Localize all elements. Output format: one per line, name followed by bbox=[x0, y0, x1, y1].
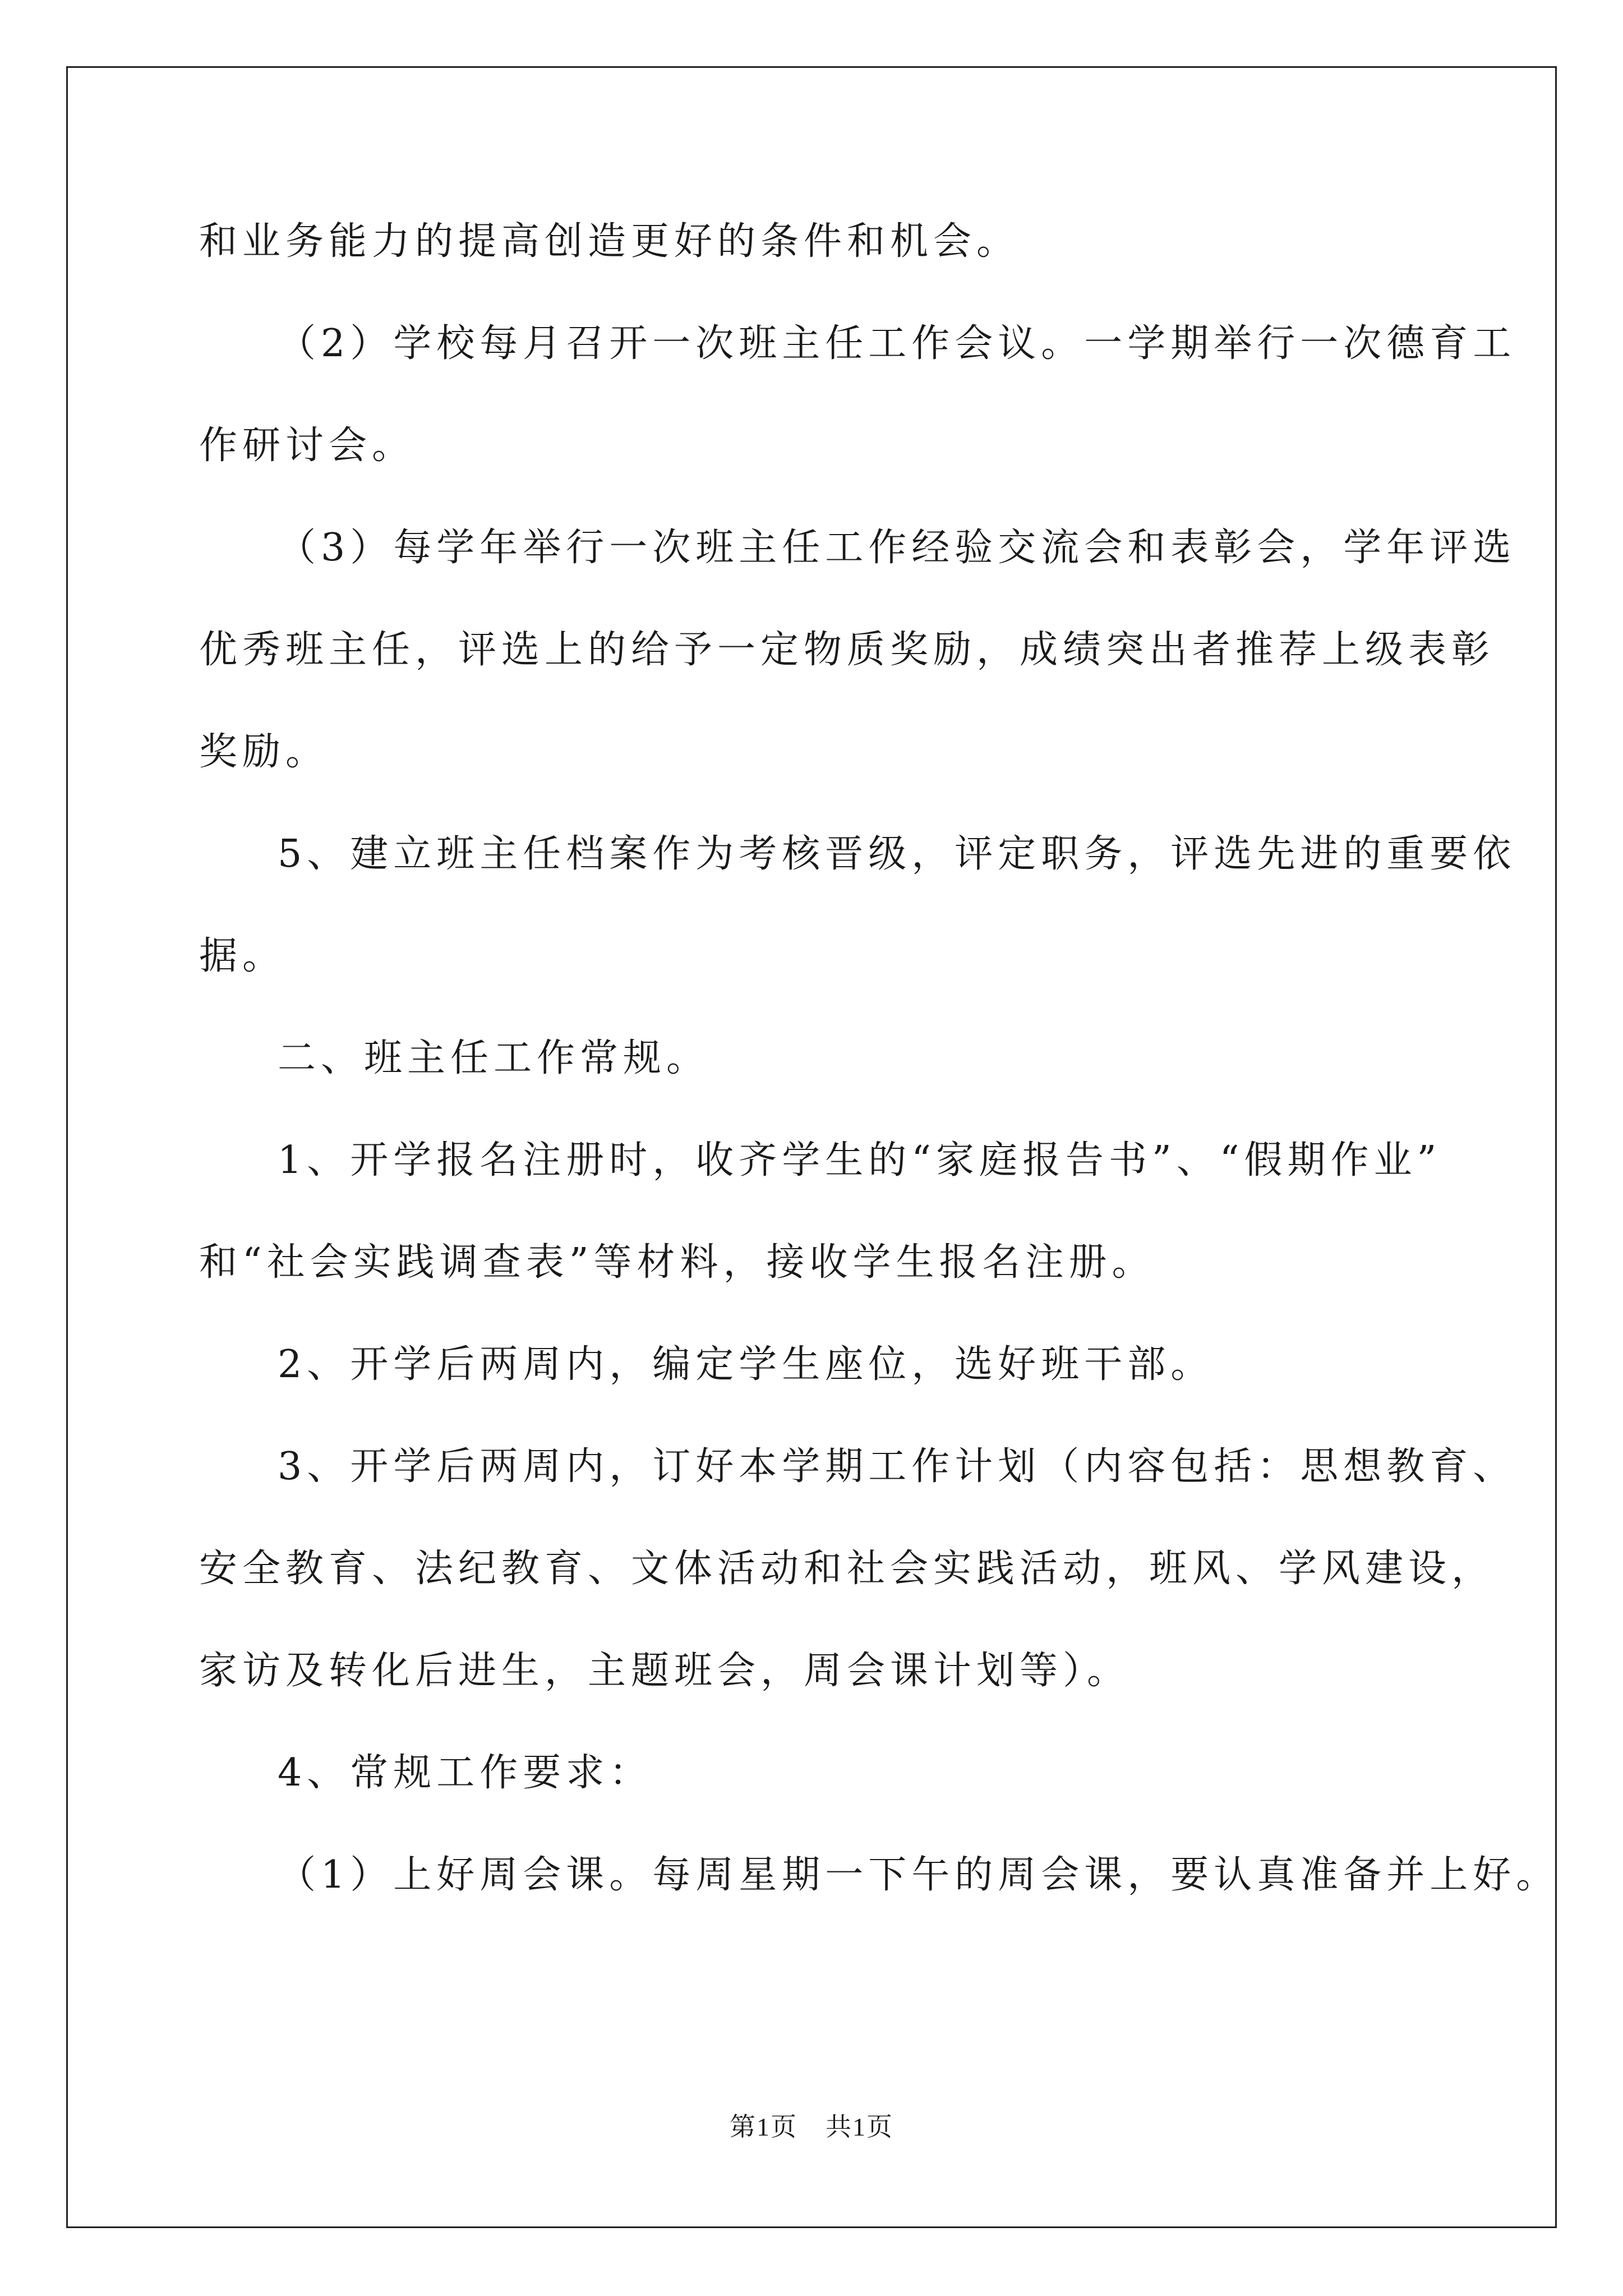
text-line: 和业务能力的提高创造更好的条件和机会。 bbox=[199, 219, 1020, 264]
text-line: 作研讨会。 bbox=[199, 424, 416, 468]
text-line: 据。 bbox=[199, 934, 286, 978]
section-heading: 二、班主任工作常规。 bbox=[278, 1036, 710, 1080]
text-line: 4、常规工作要求： bbox=[278, 1751, 653, 1795]
page-footer bbox=[0, 2106, 1623, 2143]
text-line: 5、建立班主任档案作为考核晋级，评定职务，评选先进的重要依 bbox=[278, 832, 1516, 876]
text-line: 和“社会实践调查表”等材料，接收学生报名注册。 bbox=[199, 1240, 1155, 1285]
page-number: 第1页 bbox=[730, 2113, 797, 2141]
text-line: 安全教育、法纪教育、文体活动和社会实践活动，班风、学风建设， bbox=[199, 1547, 1495, 1591]
text-line: 2、开学后两周内，编定学生座位，选好班干部。 bbox=[278, 1342, 1214, 1387]
text-line: 奖励。 bbox=[199, 730, 329, 774]
text-line: 1、开学报名注册时，收齐学生的“家庭报告书”、“假期作业” bbox=[278, 1138, 1442, 1182]
document-body bbox=[199, 191, 1560, 1926]
page-total: 共1页 bbox=[826, 2113, 893, 2141]
text-line: 家访及转化后进生，主题班会，周会课计划等）。 bbox=[199, 1649, 1131, 1693]
text-line: （2）学校每月召开一次班主任工作会议。一学期举行一次德育工 bbox=[278, 321, 1516, 366]
text-line: （3）每学年举行一次班主任工作经验交流会和表彰会，学年评选 bbox=[278, 526, 1516, 570]
text-line: （1）上好周会课。每周星期一下午的周会课，要认真准备并上好。 bbox=[278, 1853, 1560, 1897]
text-line: 优秀班主任，评选上的给予一定物质奖励，成绩突出者推荐上级表彰 bbox=[199, 628, 1495, 672]
text-line: 3、开学后两周内，订好本学期工作计划（内容包括：思想教育、 bbox=[278, 1444, 1516, 1489]
